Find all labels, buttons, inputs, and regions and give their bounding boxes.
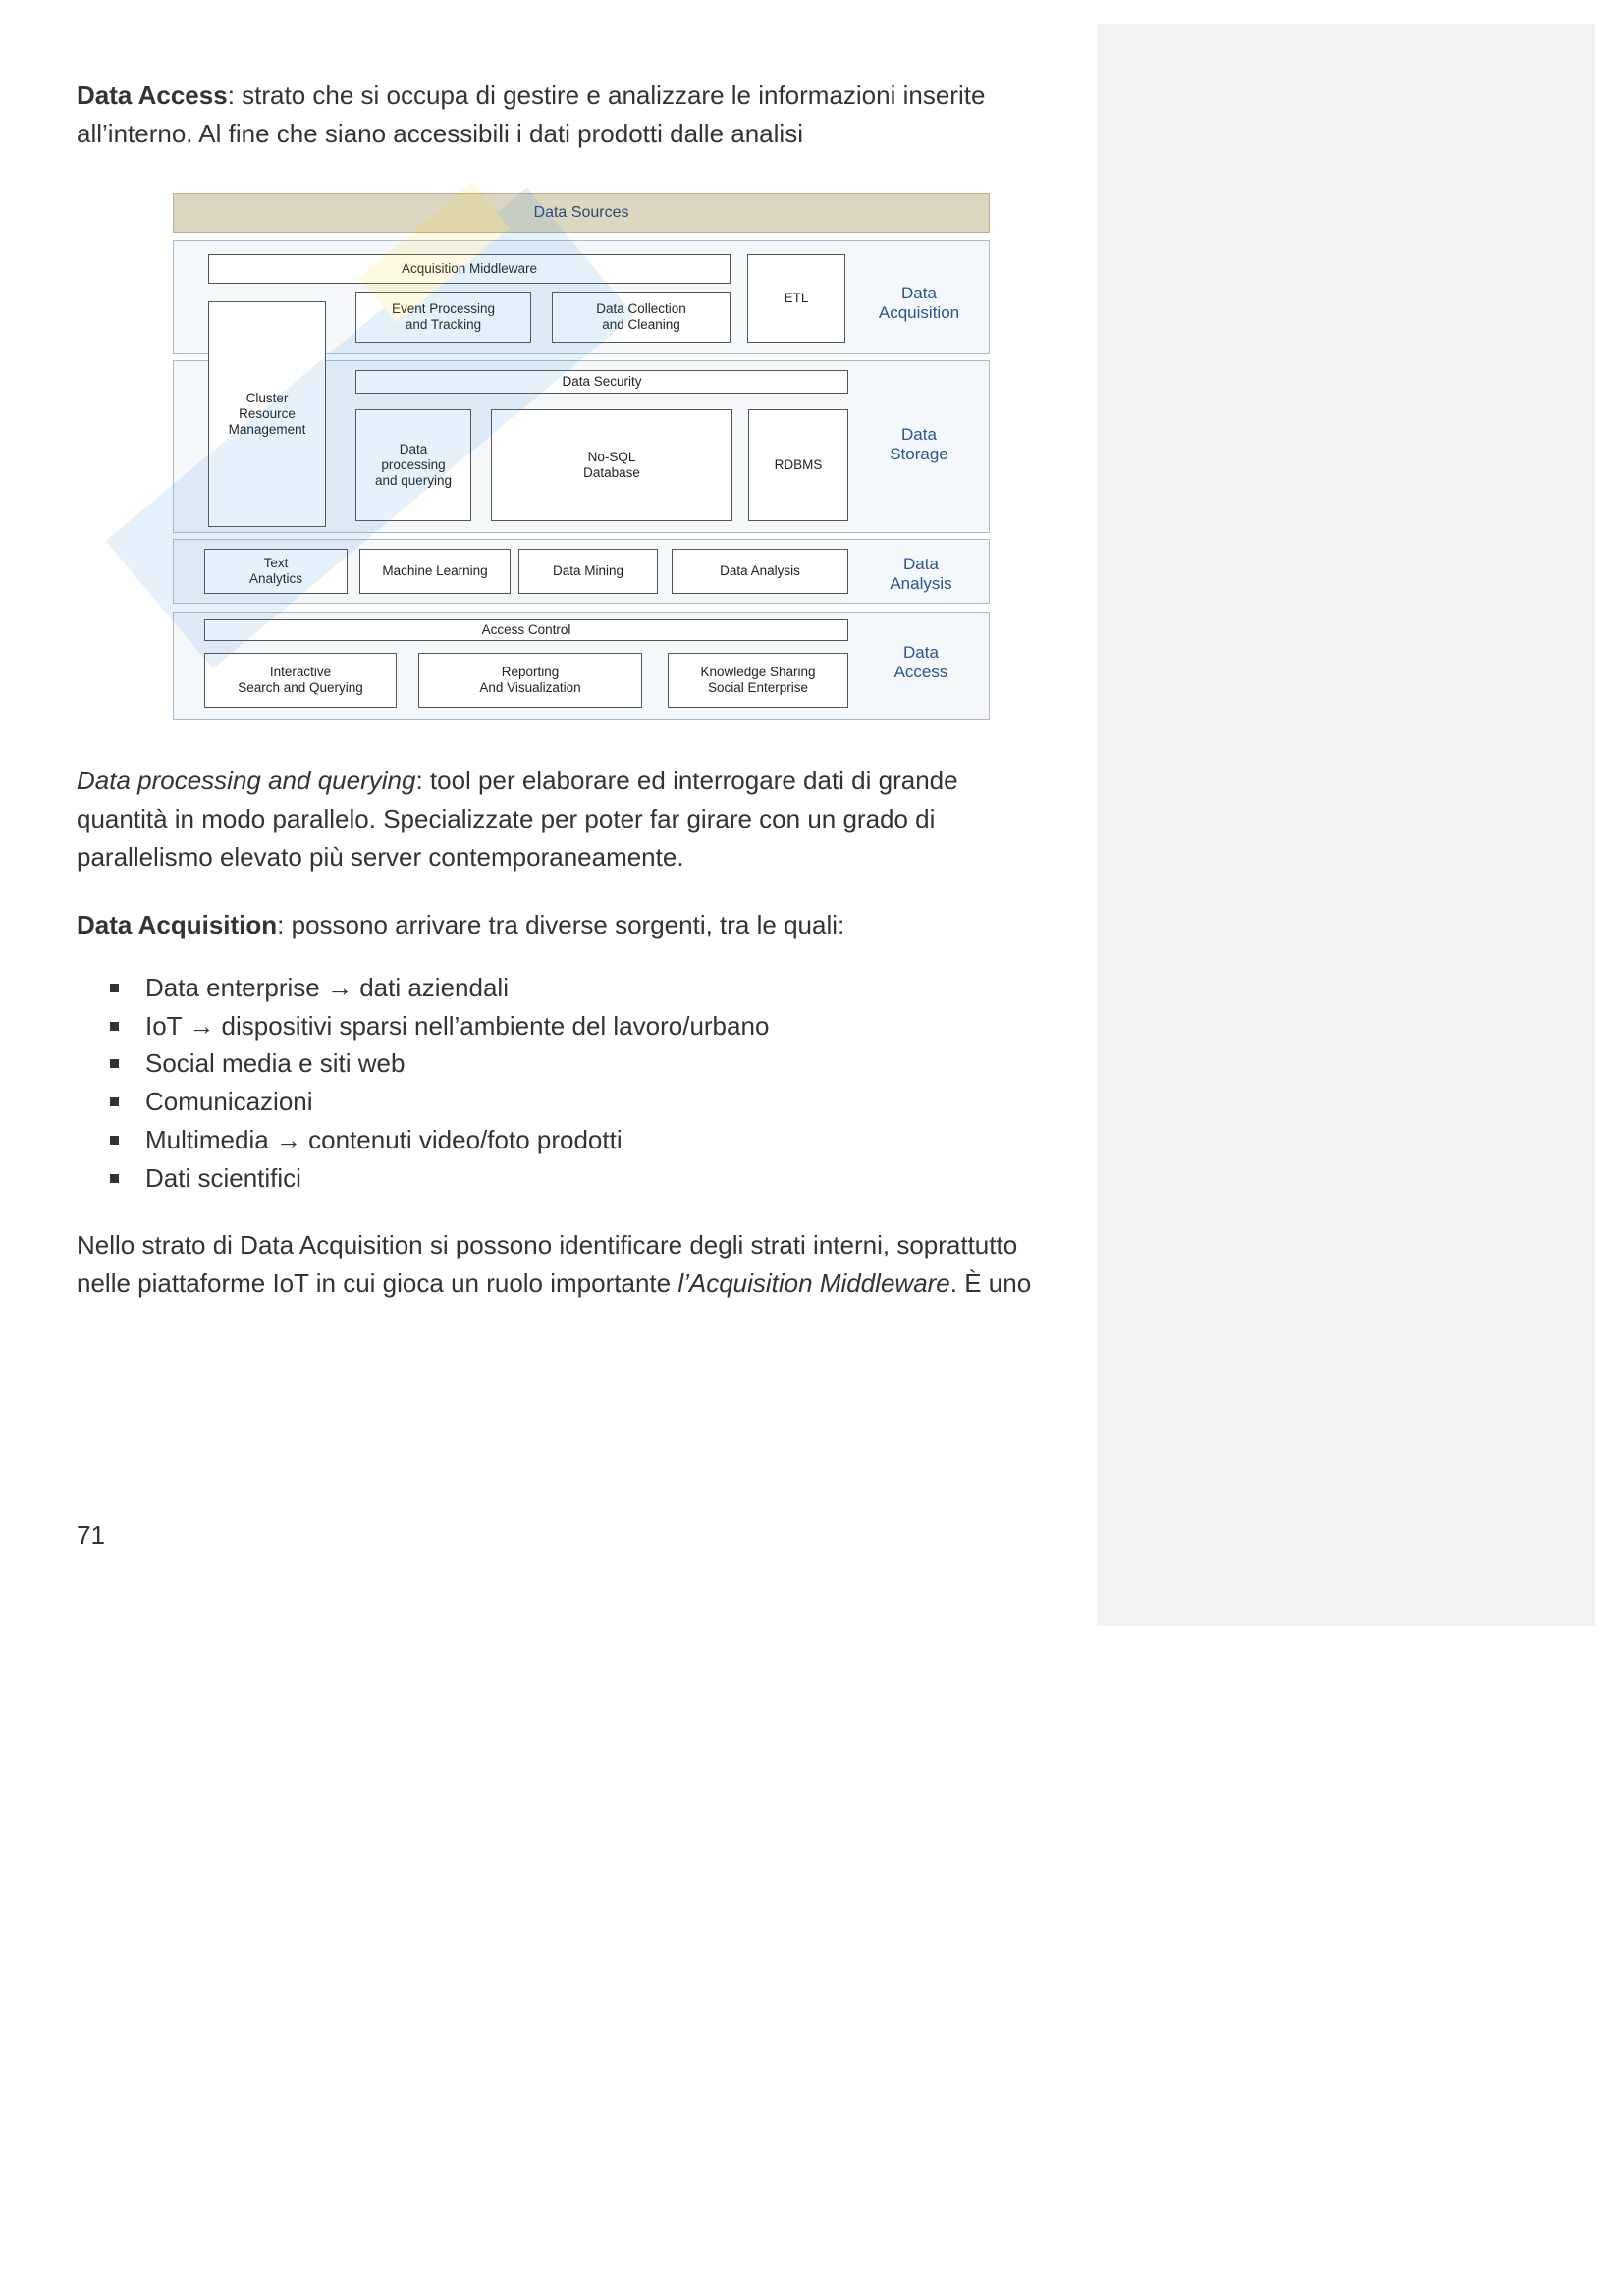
intro-text-line1: : strato che si occupa di gestire e analizzare le informazioni inserite — [227, 80, 986, 110]
data-processing-box: Data processing and querying — [355, 409, 471, 521]
layer-label-acquisition: Data Acquisition — [878, 284, 960, 322]
cluster-resource-management-box: Cluster Resource Management — [208, 301, 326, 527]
list-item: Multimedia → contenuti video/foto prodotti — [77, 1121, 769, 1159]
layer-label-analysis: Data Analysis — [890, 555, 952, 593]
rdbms-box: RDBMS — [748, 409, 848, 521]
acquisition-term: Data Acquisition — [77, 910, 278, 939]
interactive-search-box: Interactive Search and Querying — [204, 653, 397, 708]
layer-label-storage: Data Storage — [890, 425, 948, 463]
final-line2-start: nelle piattaforme IoT in cui gioca un ruolo importante — [77, 1268, 678, 1298]
acquisition-paragraph — [77, 906, 1088, 944]
list-item: Social media e siti web — [77, 1044, 769, 1083]
list-item: Dati scientifici — [77, 1159, 769, 1198]
final-paragraph — [77, 1226, 1088, 1303]
acquisition-text: : possono arrivare tra diverse sorgenti, tra le quali: — [277, 910, 845, 939]
data-sources-bar: Data Sources — [173, 193, 990, 233]
acquisition-middleware-box: Acquisition Middleware — [208, 254, 731, 284]
list-item: Data enterprise → dati aziendali — [77, 969, 769, 1007]
data-analysis-box: Data Analysis — [672, 549, 848, 594]
access-control-box: Access Control — [204, 619, 848, 641]
processing-paragraph — [77, 762, 1088, 877]
page-number: 71 — [77, 1521, 105, 1550]
sources-list — [77, 969, 769, 1197]
intro-paragraph — [77, 77, 1088, 153]
processing-line3: parallelismo elevato più server contemporaneamente. — [77, 842, 684, 872]
final-line2-end: . È uno — [949, 1268, 1032, 1298]
intro-text-line2: all’interno. Al fine che siano accessibili i dati prodotti dalle analisi — [77, 119, 803, 148]
list-item: Comunicazioni — [77, 1083, 769, 1121]
machine-learning-box: Machine Learning — [359, 549, 511, 594]
final-line2-italic: l’Acquisition Middleware — [677, 1268, 950, 1298]
processing-line1: : tool per elaborare ed interrogare dati di grande — [415, 766, 958, 795]
layer-label-access: Data Access — [893, 643, 948, 681]
big-data-architecture-diagram — [173, 193, 990, 721]
data-security-box: Data Security — [355, 370, 848, 394]
final-line1: Nello strato di Data Acquisition si possono identificare degli strati interni, soprattutto — [77, 1230, 1018, 1259]
list-item: IoT → dispositivi sparsi nell’ambiente del lavoro/urbano — [77, 1007, 769, 1045]
intro-term: Data Access — [77, 80, 228, 110]
reporting-visualization-box: Reporting And Visualization — [418, 653, 642, 708]
nosql-database-box: No-SQL Database — [491, 409, 732, 521]
text-analytics-box: Text Analytics — [204, 549, 348, 594]
etl-box: ETL — [747, 254, 845, 343]
data-mining-box: Data Mining — [518, 549, 658, 594]
data-collection-box: Data Collection and Cleaning — [552, 292, 731, 343]
knowledge-sharing-box: Knowledge Sharing Social Enterprise — [668, 653, 848, 708]
processing-line2: quantità in modo parallelo. Specializzate per poter far girare con un grado di — [77, 804, 936, 833]
page-sidebar — [1097, 24, 1595, 1626]
processing-term: Data processing and querying — [77, 766, 416, 795]
event-processing-box: Event Processing and Tracking — [355, 292, 531, 343]
